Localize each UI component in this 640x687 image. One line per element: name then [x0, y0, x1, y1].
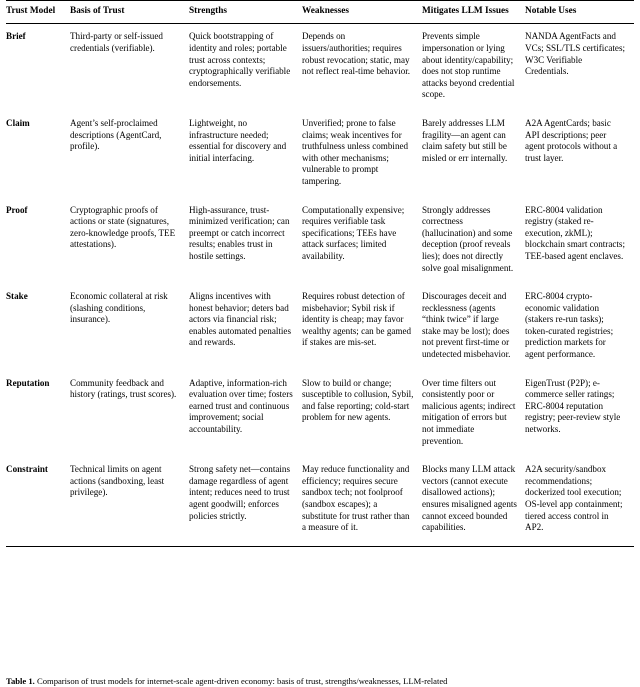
table-row [6, 198, 634, 285]
cell-mitigates-llm-issues: Blocks many LLM attack vectors (cannot execute disallowed actions); ensures misaligned agents cannot exceed bounded capabilities. [422, 457, 525, 546]
cell-strengths: Aligns incentives with honest behavior; deters bad actors via financial risk; enables automated penalties and rewards. [189, 291, 292, 348]
cell-basis-of-trust: Agent’s self-proclaimed descriptions (AgentCard, profile). [70, 117, 162, 152]
cell-strengths: Lightweight, no infrastructure needed; essential for discovery and initial interfacing. [189, 117, 287, 163]
cell-trust-model: Proof [6, 204, 28, 215]
cell-mitigates-llm-issues: Barely addresses LLM fragility—an agent can claim safety but still be misled or err internally. [422, 117, 508, 163]
cell-notable-uses: NANDA AgentFacts and VCs; SSL/TLS certificates; W3C Verifiable Credentials. [525, 31, 626, 77]
cell-basis-of-trust: Technical limits on agent actions (sandboxing, least privilege). [70, 457, 189, 546]
table-header-row [6, 1, 634, 24]
cell-basis-of-trust: Third-party or self-issued credentials (verifiable). [70, 31, 163, 53]
cell-mitigates-llm-issues: Over time filters out consistently poor or malicious agents; indirect mitigation of errors but not immediate prevention. [422, 377, 516, 446]
cell-strengths: Adaptive, information-rich evaluation over time; fosters earned trust and continuous improvement; social accountability. [189, 377, 293, 435]
column-header-trust-model: Trust Model [6, 1, 70, 24]
cell-trust-model: Stake [6, 291, 28, 302]
cell-mitigates-llm-issues: Prevents simple impersonation or lying about identity/capability; does not stop runtime attacks beyond credential scope. [422, 31, 515, 100]
cell-trust-model: Reputation [6, 377, 50, 388]
cell-mitigates-llm-issues: Discourages deceit and recklessness (agents “think twice” if large stake may be lost); does not prevent first-time or undetected misbehavior. [422, 291, 511, 360]
cell-notable-uses: ERC-8004 crypto-economic validation (stakers re-run tasks); token-curated registries; prediction markets for agent performance. [525, 291, 614, 360]
table-row [6, 457, 634, 546]
cell-basis-of-trust: Economic collateral at risk (slashing conditions, insurance). [70, 291, 168, 325]
column-header-mitigates-llm-issues: Mitigates LLM Issues [422, 1, 525, 24]
cell-weaknesses: May reduce functionality and efficiency; requires secure sandbox tech; not foolproof (sandbox escapes); a substitute for trust rather than a measure of it. [302, 457, 422, 546]
cell-strengths: High-assurance, trust-minimized verification; can preempt or catch incorrect results; enables trust in hostile settings. [189, 204, 290, 261]
column-header-basis-of-trust: Basis of Trust [70, 1, 189, 24]
cell-weaknesses: Computationally expensive; requires verifiable task specifications; TEEs have attack surfaces; limited availability. [302, 204, 405, 261]
cell-strengths: Quick bootstrapping of identity and roles; portable trust across contexts; cryptographically verifiable endorsements. [189, 31, 291, 88]
cell-trust-model: Brief [6, 31, 26, 42]
column-header-weaknesses: Weaknesses [302, 1, 422, 24]
cell-notable-uses: EigenTrust (P2P); e-commerce seller ratings; ERC-8004 reputation registry; peer-review style networks. [525, 377, 621, 435]
cell-weaknesses: Slow to build or change; susceptible to collusion, Sybil, and false reporting; cold-start problem for new agents. [302, 377, 414, 423]
column-header-strengths: Strengths [189, 1, 302, 24]
cell-notable-uses: A2A AgentCards; basic API descriptions; peer agent protocols without a trust layer. [525, 117, 618, 163]
table-caption [6, 676, 634, 687]
caption-text: Comparison of trust models for internet-scale agent-driven economy: basis of trust, strengths/weaknesses, LLM-related [34, 676, 448, 686]
cell-trust-model: Constraint [6, 457, 70, 546]
cell-mitigates-llm-issues: Strongly addresses correctness (hallucination) and some deception (proof reveals lies); does not directly solve goal misalignment. [422, 204, 514, 273]
table-row [6, 284, 634, 371]
cell-weaknesses: Unverified; prone to false claims; weak incentives for truthfulness unless combined with other mechanisms; vulnerable to prompt tampering. [302, 117, 409, 186]
caption-label: Table 1. [6, 676, 35, 686]
table-header [6, 1, 634, 24]
table-body [6, 24, 634, 546]
cell-weaknesses: Depends on issuers/authorities; requires robust revocation; static, may not reflect real-time behavior. [302, 31, 411, 77]
cell-trust-model: Claim [6, 117, 30, 128]
cell-notable-uses: ERC-8004 validation registry (staked re-execution, zkML); blockchain smart contracts; TEE-based agent enclaves. [525, 204, 625, 261]
table-row [6, 371, 634, 458]
cell-weaknesses: Requires robust detection of misbehavior; Sybil risk if identity is cheap; may favor wealthy agents; can be gamed if stakes are mis-set. [302, 291, 412, 348]
trust-model-comparison-table [6, 0, 634, 547]
cell-basis-of-trust: Cryptographic proofs of actions or state (signatures, zero-knowledge proofs, TEE attestations). [70, 204, 176, 250]
cell-basis-of-trust: Community feedback and history (ratings, trust scores). [70, 377, 177, 400]
cell-notable-uses: A2A security/sandbox recommendations; dockerized tool execution; OS-level app containment; tiered access control in AP2. [525, 457, 634, 546]
cell-strengths: Strong safety net—contains damage regardless of agent intent; reduces need to trust agent goodwill; enforces policies strictly. [189, 457, 302, 546]
table-row [6, 111, 634, 198]
table-row [6, 24, 634, 111]
column-header-notable-uses: Notable Uses [525, 1, 634, 24]
